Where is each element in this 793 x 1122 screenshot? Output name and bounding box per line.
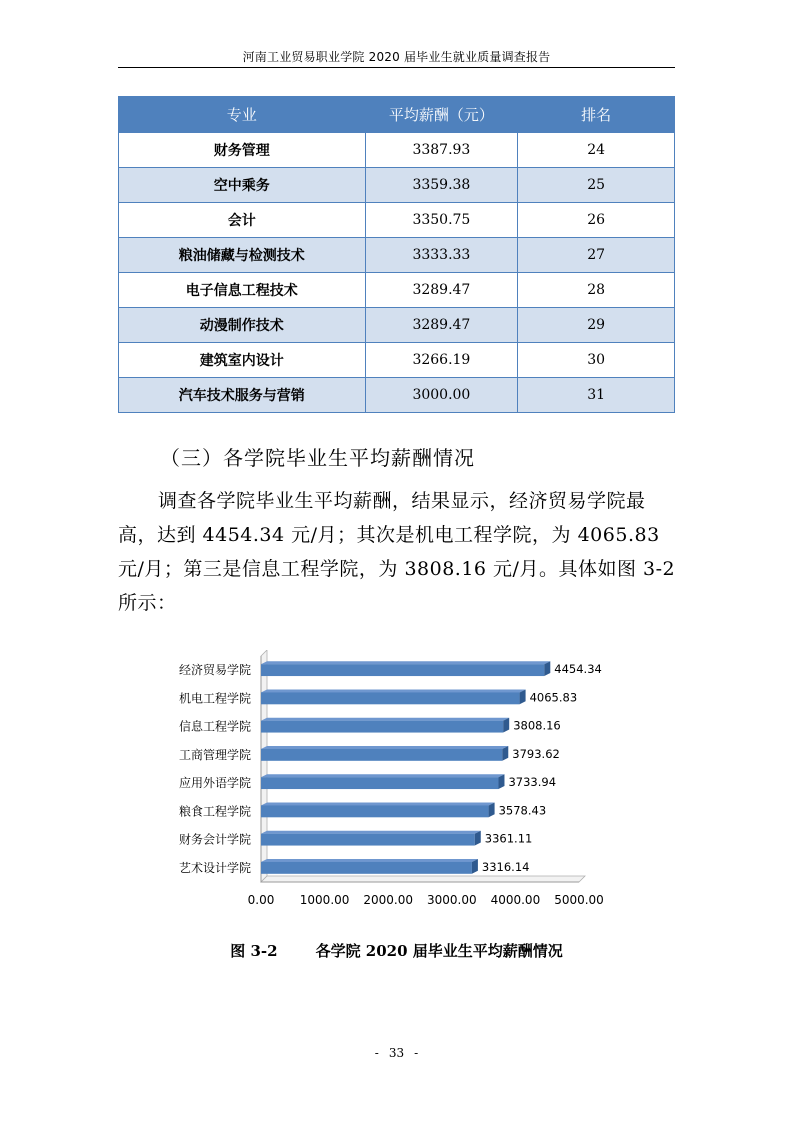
column-header-salary: 平均薪酬（元） (365, 97, 518, 133)
bar-top-face (261, 689, 526, 692)
table-row (119, 273, 675, 308)
page-number-value: 33 (388, 1046, 405, 1060)
category-label: 粮食工程学院 (178, 804, 251, 819)
bar (261, 749, 502, 761)
page-dash-right: - (414, 1046, 419, 1060)
section-heading: （三）各学院毕业生平均薪酬情况 (160, 446, 475, 470)
cell-major: 空中乘务 (119, 168, 366, 203)
paragraph-text: 调查各学院毕业生平均薪酬，结果显示，经济贸易学院最高，达到 4454.34 元/月；其次是机电工程学院，为 4065.83 元/月；第三是信息工程学院，为 3808.16 元/月。具体如图 3-2 所示： (118, 490, 676, 614)
cell-rank: 30 (518, 343, 675, 378)
page-number (0, 1046, 793, 1060)
x-tick-label: 5000.00 (554, 893, 604, 907)
value-label: 3361.11 (484, 831, 533, 846)
cell-salary: 3350.75 (365, 203, 518, 238)
table-row (119, 203, 675, 238)
body-paragraph (118, 484, 678, 620)
header-rule (118, 67, 675, 68)
cell-salary: 3333.33 (365, 238, 518, 273)
value-label: 3793.62 (512, 746, 560, 761)
category-label: 机电工程学院 (178, 691, 251, 706)
bar (261, 777, 498, 789)
column-header-rank: 排名 (518, 97, 675, 133)
bar (261, 805, 489, 817)
figure-title: 各学院 2020 届毕业生平均薪酬情况 (315, 942, 563, 960)
bar-top-face (261, 802, 495, 805)
bar-top-face (261, 831, 481, 834)
bar-top-face (261, 859, 478, 862)
category-label: 工商管理学院 (178, 747, 251, 762)
table-row (119, 168, 675, 203)
bar-top-face (261, 746, 508, 749)
bar (261, 692, 520, 704)
table-header-row (119, 97, 675, 133)
table-row (119, 378, 675, 413)
cell-rank: 29 (518, 308, 675, 343)
table-row (119, 308, 675, 343)
cell-major: 建筑室内设计 (119, 343, 366, 378)
value-label: 3808.16 (513, 718, 561, 733)
value-label: 4065.83 (529, 690, 578, 705)
salary-rank-table (118, 96, 675, 413)
cell-rank: 24 (518, 133, 675, 168)
bar-top-face (261, 661, 550, 664)
value-label: 3733.94 (508, 775, 557, 790)
value-label: 3578.43 (498, 803, 547, 818)
cell-salary: 3289.47 (365, 308, 518, 343)
cell-rank: 28 (518, 273, 675, 308)
table-row (119, 238, 675, 273)
axis-side-wall (261, 650, 267, 882)
figure-caption (118, 940, 675, 961)
college-salary-bar-chart (150, 650, 610, 915)
category-label: 应用外语学院 (178, 776, 251, 791)
x-tick-label: 2000.00 (363, 893, 414, 907)
bar (261, 862, 472, 874)
category-label: 财务会计学院 (178, 832, 251, 847)
cell-rank: 25 (518, 168, 675, 203)
x-tick-label: 1000.00 (299, 893, 350, 907)
column-header-major: 专业 (119, 97, 366, 133)
page-dash-left: - (374, 1046, 379, 1060)
bar (261, 721, 503, 733)
value-label: 4454.34 (554, 662, 602, 677)
cell-major: 汽车技术服务与营销 (119, 378, 366, 413)
x-tick-label: 4000.00 (490, 893, 541, 907)
cell-rank: 31 (518, 378, 675, 413)
bar (261, 834, 475, 846)
bar (261, 664, 544, 676)
cell-major: 会计 (119, 203, 366, 238)
cell-rank: 26 (518, 203, 675, 238)
category-label: 艺术设计学院 (178, 860, 251, 875)
cell-salary: 3266.19 (365, 343, 518, 378)
bar-top-face (261, 774, 504, 777)
cell-salary: 3387.93 (365, 133, 518, 168)
cell-major: 财务管理 (119, 133, 366, 168)
cell-major: 动漫制作技术 (119, 308, 366, 343)
category-label: 经济贸易学院 (178, 663, 251, 678)
table-row (119, 343, 675, 378)
x-tick-label: 0.00 (247, 893, 275, 907)
x-tick-label: 3000.00 (426, 893, 477, 907)
category-label: 信息工程学院 (178, 719, 251, 734)
bar-top-face (261, 718, 509, 721)
cell-major: 电子信息工程技术 (119, 273, 366, 308)
table-row (119, 133, 675, 168)
axis-floor (261, 876, 585, 882)
cell-salary: 3289.47 (365, 273, 518, 308)
figure-number: 图 3-2 (230, 942, 278, 960)
cell-salary: 3000.00 (365, 378, 518, 413)
cell-salary: 3359.38 (365, 168, 518, 203)
running-header: 河南工业贸易职业学院 2020 届毕业生就业质量调查报告 (242, 50, 551, 64)
cell-rank: 27 (518, 238, 675, 273)
value-label: 3316.14 (481, 859, 530, 874)
cell-major: 粮油储藏与检测技术 (119, 238, 366, 273)
